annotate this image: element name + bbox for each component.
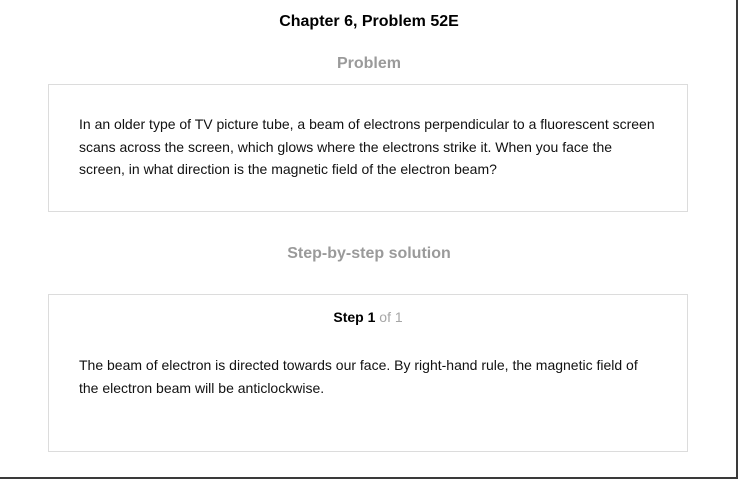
problem-text: In an older type of TV picture tube, a beam of electrons perpendicular to a fluorescent screen scans across the screen, which glows where the electrons strike it. When you face the screen, in what direction is the magnetic field of the electron beam? (79, 116, 655, 177)
problem-heading: Problem (336, 55, 401, 72)
step-number: 1 (367, 309, 376, 325)
solution-card (48, 294, 688, 452)
step-label: Step (333, 309, 364, 325)
step-of-total: of 1 (379, 309, 403, 325)
solution-heading: Step-by-step solution (287, 245, 451, 262)
solution-text: The beam of electron is directed towards our face. By right-hand rule, the magnetic field of the electron beam will be anticlockwise. (79, 357, 638, 396)
chapter-title: Chapter 6, Problem 52E (279, 13, 459, 30)
step-indicator (49, 307, 687, 327)
problem-card (48, 84, 688, 212)
